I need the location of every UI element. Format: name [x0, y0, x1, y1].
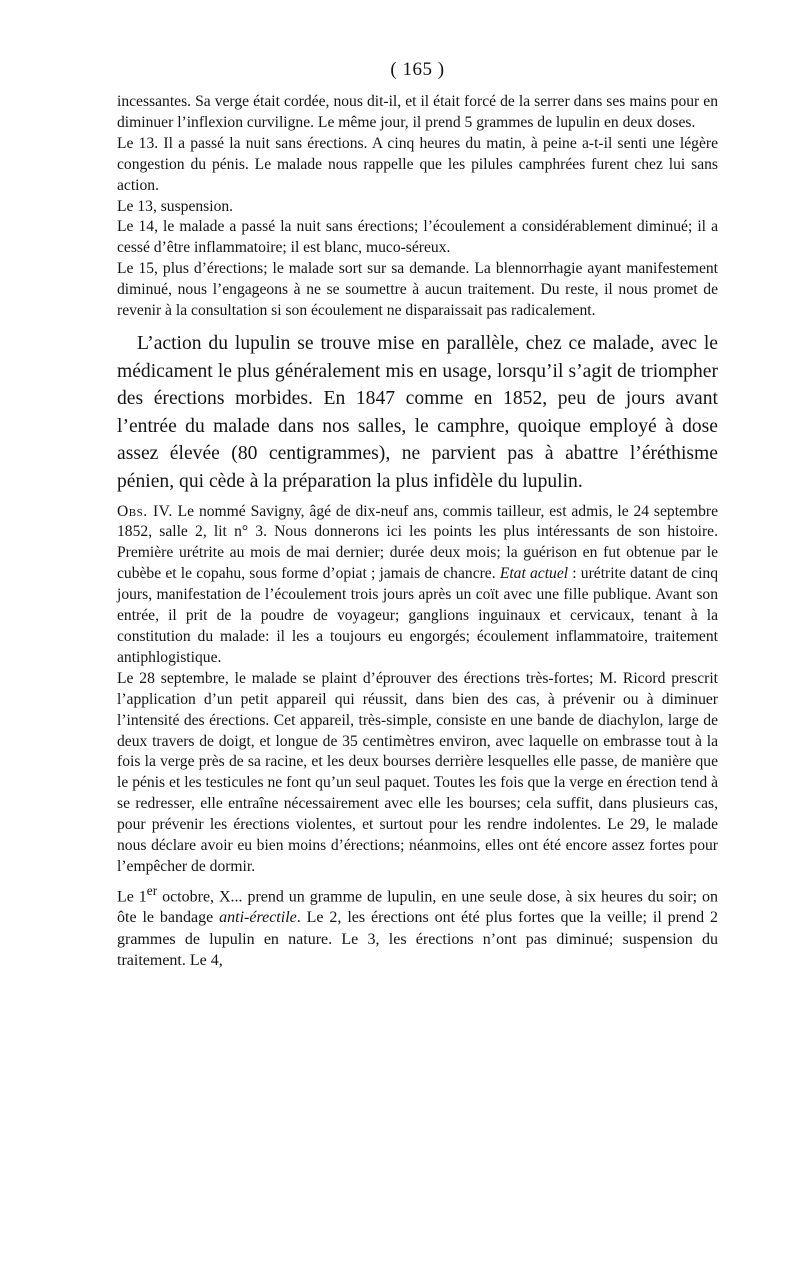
- observation-iv-block: [117, 502, 718, 878]
- paragraph-commentary: L’action du lupulin se trouve mise en parallèle, chez ce malade, avec le médicament le plus généralement mis en usage, lorsqu’il s’agit de triompher des érections morbides. En 1847 comme en 1852, peu de jours avant l’entrée du malade dans nos salles, le camphre, quoique employé à dose assez élevée (80 centigrammes), ne parvient pas à abattre l’éréthisme pénien, qui cède à la préparation la plus infidèle du lupulin.: [117, 332, 718, 492]
- paragraph-le-28-septembre: Le 28 septembre, le malade se plaint d’éprouver des érections très-fortes; M. Ricord prescrit l’application d’un petit appareil qui réussit, dans bien des cas, à prévenir ou à diminuer l’intensité des érections. Cet appareil, très-simple, consiste en une bande de diachylon, large de deux travers de doigt, et longue de 35 centimètres environ, avec laquelle on embrasse tout à la fois la verge près de sa racine, et les deux bourses derrière lesquelles elle passe, de manière que le pénis et les testicules ne font qu’un seul paquet. Toutes les fois que la verge en érection tend à se redresser, elle entraîne nécessairement avec elle les bourses; cela suffit, dans plusieurs cas, pour prévenir les érections violentes, et surtout pour les rendre indolentes. Le 29, le malade nous déclare avoir eu bien moins d’érections; néanmoins, elles ont été encore assez fortes pour l’empêcher de dormir.: [117, 669, 718, 875]
- paragraph-le-13-suspension: Le 13, suspension.: [117, 197, 234, 215]
- anti-erectile-term: anti-érectile: [219, 909, 297, 927]
- obs-iv-text-a: Le nommé Savigny, âgé de dix-neuf ans, commis tailleur, est admis, le 24 septembre 1852, salle 2, lit n° 3. Nous donnerons ici les points les plus intéressants de son histoire. Première urétrite au mois de mai dernier; durée deux mois; la guérison en fut obtenue par le cubèbe et le copahu, sous forme d’opiat ; jamais de chancre.: [117, 502, 718, 583]
- oct-text-c: . Le 2, les érections ont été plus fortes que la veille; il prend 2 grammes de lupulin en nature. Le 3, les érections n’ont pas diminué; suspension du traitement. Le 4,: [117, 909, 719, 969]
- paragraph-1er-octobre: [117, 880, 718, 971]
- commentary-block: [117, 330, 718, 496]
- obs-iv-text-b: : urétrite datant de cinq jours, manifestation de l’écoulement trois jours après un coït avec une fille publique. Avant son entrée, il prit de la poudre de voyageur; ganglions inguinaux et cervicaux, tenant à la constitution du malade: il les a toujours eu engorgés; écoulement inflammatoire, traitement antiphlogistique.: [117, 565, 719, 666]
- paragraph-le-15: Le 15, plus d’érections; le malade sort sur sa demande. La blennorrhagie ayant manifestement diminué, nous l’engageons à ne se soumettre à aucun traitement. Du reste, il nous promet de revenir à la consultation si son écoulement ne disparaissait pas radicalement.: [117, 260, 718, 320]
- etat-actuel-label: Etat actuel: [499, 565, 569, 583]
- oct-superscript: er: [146, 882, 158, 898]
- october-block: [117, 880, 718, 971]
- case-continuation-block: [117, 92, 718, 322]
- page-number: ( 165 ): [390, 59, 445, 80]
- paragraph-incessantes: incessantes. Sa verge était cordée, nous dit-il, et il était forcé de la serrer dans ses mains pour en diminuer l’inflexion curviligne. Le même jour, il prend 5 grammes de lupulin en deux doses.: [117, 93, 718, 131]
- oct-text-b: octobre, X... prend un gramme de lupulin, en une seule dose, à six heures du soir; on ôte le bandage: [117, 888, 719, 927]
- paragraph-le-13-nuit: Le 13. Il a passé la nuit sans érections. A cinq heures du matin, à peine a-t-il senti une légère congestion du pénis. Le malade nous rappelle que les pilules camphrées furent chez lui sans action.: [117, 134, 718, 194]
- paragraph-le-14: Le 14, le malade a passé la nuit sans érections; l’écoulement a considérablement diminué; il a cessé d’être inflammatoire; il est blanc, muco-séreux.: [117, 218, 718, 257]
- oct-text-a: Le 1: [117, 888, 147, 906]
- obs-label: Obs. IV.: [117, 502, 173, 520]
- paragraph-obs-iv: [117, 502, 718, 669]
